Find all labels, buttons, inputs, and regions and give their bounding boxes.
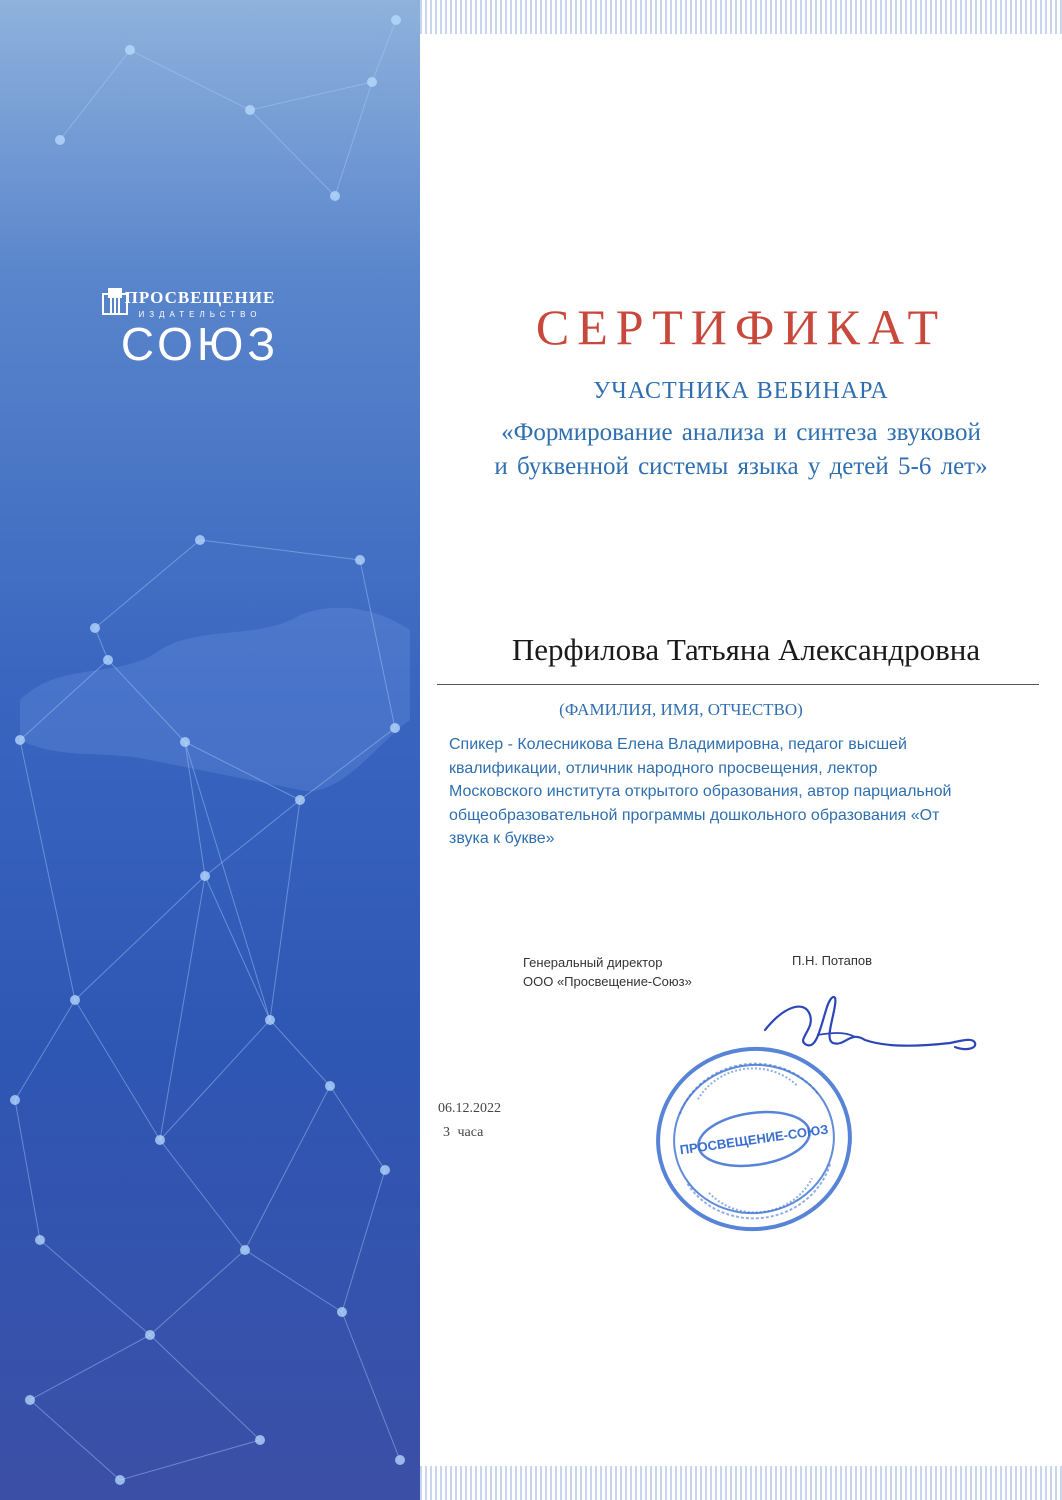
network-node [380, 1165, 390, 1175]
network-link [342, 1312, 400, 1460]
name-underline [437, 684, 1039, 685]
network-node [390, 723, 400, 733]
network-link [245, 1250, 342, 1312]
signature [755, 985, 985, 1065]
signatory-company-line: ООО «Просвещение-Союз» [523, 974, 692, 989]
network-link [245, 1086, 330, 1250]
network-link [75, 876, 205, 1000]
publisher-emblem-icon [100, 286, 130, 316]
certificate-title: СЕРТИФИКАТ [535, 299, 947, 355]
network-node [330, 191, 340, 201]
webinar-title-line: и буквенной системы языка у детей 5-6 лет» [494, 453, 988, 480]
network-node [395, 1455, 405, 1465]
network-link [20, 740, 75, 1000]
network-node [355, 555, 365, 565]
network-node [115, 1475, 125, 1485]
network-link [250, 82, 372, 110]
network-node [155, 1135, 165, 1145]
speaker-line: звука к букве» [449, 830, 555, 847]
network-node [367, 77, 377, 87]
bottom-stripe-decoration [420, 1466, 1062, 1500]
network-link [270, 800, 300, 1020]
network-node [240, 1245, 250, 1255]
network-node [337, 1307, 347, 1317]
network-link [30, 1400, 120, 1480]
network-node [145, 1330, 155, 1340]
network-node [180, 737, 190, 747]
publisher-name-top: ПРОСВЕЩЕНИЕ [124, 288, 276, 307]
network-node [245, 105, 255, 115]
network-link [130, 50, 250, 110]
network-link [185, 742, 270, 1020]
publisher-logo [100, 286, 300, 369]
webinar-title-line: «Формирование анализа и синтеза звуковой [501, 419, 981, 446]
network-node [265, 1015, 275, 1025]
publisher-name-main: СОЮЗ [120, 318, 280, 370]
network-link [150, 1335, 260, 1440]
network-link [205, 800, 300, 876]
network-link [330, 1086, 385, 1170]
network-link [160, 876, 205, 1140]
speaker-line: Спикер - Колесникова Елена Владимировна, педагог высшей [449, 736, 907, 753]
network-link [160, 1140, 245, 1250]
certificate-subtitle: УЧАСТНИКА ВЕБИНАРА [593, 378, 889, 404]
publisher-name-sub: ИЗДАТЕЛЬСТВО [138, 310, 262, 319]
top-stripe-decoration [420, 0, 1062, 34]
network-node [125, 45, 135, 55]
network-node [70, 995, 80, 1005]
network-link [160, 1020, 270, 1140]
network-node [295, 795, 305, 805]
network-node [103, 655, 113, 665]
webinar-title [440, 416, 1042, 484]
network-link [40, 1240, 150, 1335]
network-link [200, 540, 360, 560]
network-link [150, 1250, 245, 1335]
speaker-line: квалификации, отличник народного просвещения, лектор [449, 759, 878, 777]
network-link [335, 82, 372, 196]
network-link [15, 1000, 75, 1100]
network-link [95, 540, 200, 628]
duration: 3 часа [443, 1125, 484, 1140]
network-node [10, 1095, 20, 1105]
network-link [30, 1335, 150, 1400]
speaker-line: общеобразовательной программы дошкольного образования «От [449, 806, 940, 824]
network-link [372, 20, 396, 82]
network-node [200, 871, 210, 881]
network-link [75, 1000, 160, 1140]
network-link [60, 50, 130, 140]
network-link [250, 110, 335, 196]
network-node [195, 535, 205, 545]
network-link [15, 1100, 40, 1240]
name-caption: (ФАМИЛИЯ, ИМЯ, ОТЧЕСТВО) [559, 700, 803, 719]
network-node [35, 1235, 45, 1245]
network-node [325, 1081, 335, 1091]
network-link [270, 1020, 330, 1086]
network-node [25, 1395, 35, 1405]
issue-date: 06.12.2022 [438, 1101, 501, 1116]
map-silhouette [20, 608, 410, 791]
network-node [55, 135, 65, 145]
company-seal [654, 1044, 854, 1234]
participant-name: Перфилова Татьяна Александровна [511, 632, 981, 667]
signatory-role-line: Генеральный директор [523, 955, 663, 970]
signatory-name: П.Н. Потапов [792, 953, 873, 968]
network-link [95, 628, 108, 660]
network-link [205, 876, 270, 1020]
svg-text:ПРОСВЕЩЕНИЕ-СОЮЗ: ПРОСВЕЩЕНИЕ-СОЮЗ [678, 1121, 830, 1158]
speaker-line: Московского института открытого образования, автор парциальной [449, 783, 952, 800]
decorative-side-panel [0, 0, 420, 1500]
network-node [391, 15, 401, 25]
network-node [255, 1435, 265, 1445]
speaker-info [449, 733, 1039, 851]
network-pattern [0, 0, 420, 1500]
network-node [90, 623, 100, 633]
network-link [342, 1170, 385, 1312]
signatory-role [523, 953, 692, 991]
network-link [120, 1440, 260, 1480]
network-node [15, 735, 25, 745]
